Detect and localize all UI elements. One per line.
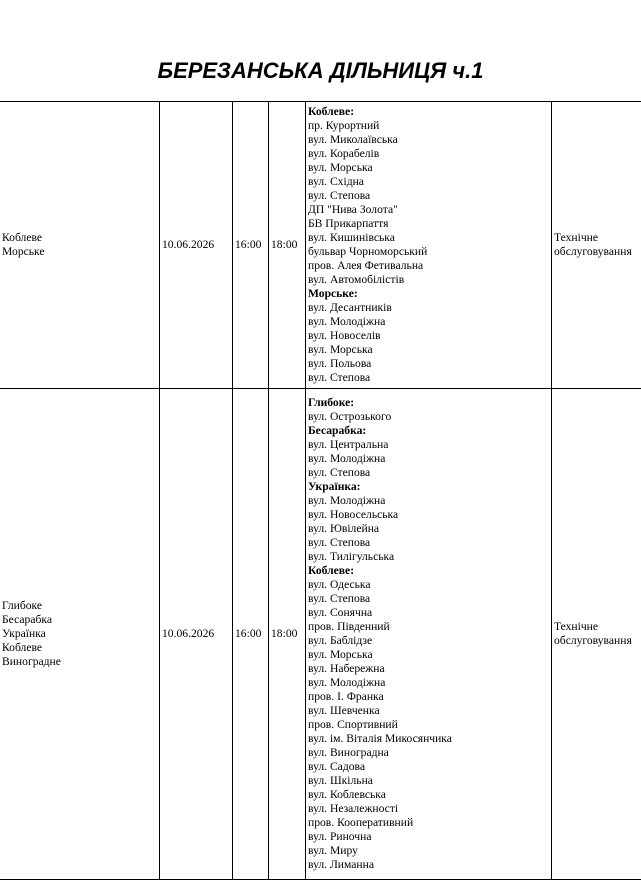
- time-from-cell: [233, 102, 269, 389]
- settlement-heading: Українка:: [308, 480, 549, 494]
- street-name: вул. Миколаївська: [308, 133, 549, 147]
- street-name: ДП "Нива Золота": [308, 203, 549, 217]
- time-to-cell: [269, 389, 306, 880]
- street-name: вул. ім. Віталія Микосянчика: [308, 732, 549, 746]
- street-name: вул. Сонячна: [308, 606, 549, 620]
- street-name: вул. Молодіжна: [308, 315, 549, 329]
- street-name: вул. Автомобілістів: [308, 273, 549, 287]
- date-cell: [160, 389, 233, 880]
- street-name: вул. Центральна: [308, 438, 549, 452]
- table-row: [0, 389, 641, 880]
- street-name: вул. Східна: [308, 175, 549, 189]
- street-name: вул. Виноградна: [308, 746, 549, 760]
- street-name: вул. Набережна: [308, 662, 549, 676]
- page-title: БЕРЕЗАНСЬКА ДІЛЬНИЦЯ ч.1: [0, 58, 641, 84]
- street-name: вул. Кишинівська: [308, 231, 549, 245]
- street-name: БВ Прикарпаття: [308, 217, 549, 231]
- outage-end-time: 18:00: [271, 238, 303, 252]
- outage-schedule-table: [0, 101, 641, 880]
- street-name: вул. Миру: [308, 844, 549, 858]
- time-from-cell: [233, 389, 269, 880]
- settlement-name: Глибоке: [2, 599, 157, 613]
- street-name: вул. Степова: [308, 592, 549, 606]
- street-name: пров. І. Франка: [308, 690, 549, 704]
- table-row: [0, 102, 641, 389]
- date-cell: [160, 102, 233, 389]
- settlement-heading: Коблеве:: [308, 105, 549, 119]
- settlements-cell: [0, 102, 160, 389]
- street-name: вул. Молодіжна: [308, 676, 549, 690]
- street-name: вул. Коблевська: [308, 788, 549, 802]
- street-name: пров. Південний: [308, 620, 549, 634]
- street-name: вул. Новоселів: [308, 329, 549, 343]
- outage-start-time: 16:00: [235, 238, 266, 252]
- street-name: вул. Садова: [308, 760, 549, 774]
- reason-cell: [552, 389, 641, 880]
- street-name: вул. Молодіжна: [308, 494, 549, 508]
- street-name: вул. Степова: [308, 536, 549, 550]
- outage-end-time: 18:00: [271, 627, 303, 641]
- street-name: вул. Степова: [308, 466, 549, 480]
- street-name: пр. Курортний: [308, 119, 549, 133]
- outage-reason: Технічне: [554, 231, 640, 245]
- settlement-heading: Коблеве:: [308, 564, 549, 578]
- street-name: пров. Спортивний: [308, 718, 549, 732]
- street-name: вул. Одеська: [308, 578, 549, 592]
- street-name: пров. Кооперативний: [308, 816, 549, 830]
- street-name: вул. Ювілейна: [308, 522, 549, 536]
- settlement-heading: Бесарабка:: [308, 424, 549, 438]
- time-to-cell: [269, 102, 306, 389]
- street-name: пров. Алея Фетивальна: [308, 259, 549, 273]
- street-name: вул. Баблідзе: [308, 634, 549, 648]
- street-name: вул. Тилігульська: [308, 550, 549, 564]
- street-name: бульвар Чорноморський: [308, 245, 549, 259]
- settlement-heading: Морське:: [308, 287, 549, 301]
- street-name: вул. Новосельська: [308, 508, 549, 522]
- street-name: вул. Морська: [308, 343, 549, 357]
- street-name: вул. Острозького: [308, 410, 549, 424]
- street-name: вул. Молодіжна: [308, 452, 549, 466]
- settlements-cell: [0, 389, 160, 880]
- settlement-name: Коблеве: [2, 641, 157, 655]
- street-name: вул. Десантників: [308, 301, 549, 315]
- street-name: вул. Корабелів: [308, 147, 549, 161]
- reason-cell: [552, 102, 641, 389]
- outage-date: 10.06.2026: [162, 238, 230, 252]
- outage-reason: обслуговування: [554, 245, 640, 259]
- street-name: вул. Незалежності: [308, 802, 549, 816]
- outage-reason: обслуговування: [554, 634, 640, 648]
- settlement-name: Морське: [2, 245, 157, 259]
- street-name: вул. Шевченка: [308, 704, 549, 718]
- streets-cell: [306, 389, 552, 880]
- street-name: вул. Морська: [308, 161, 549, 175]
- outage-reason: Технічне: [554, 620, 640, 634]
- settlement-name: Коблеве: [2, 231, 157, 245]
- streets-cell: [306, 102, 552, 389]
- street-name: вул. Морська: [308, 648, 549, 662]
- street-name: вул. Шкільна: [308, 774, 549, 788]
- outage-start-time: 16:00: [235, 627, 266, 641]
- street-name: вул. Лиманна: [308, 858, 549, 872]
- settlement-heading: Глибоке:: [308, 396, 549, 410]
- street-name: вул. Степова: [308, 189, 549, 203]
- settlement-name: Виноградне: [2, 655, 157, 669]
- settlement-name: Українка: [2, 627, 157, 641]
- street-name: вул. Польова: [308, 357, 549, 371]
- outage-date: 10.06.2026: [162, 627, 230, 641]
- street-name: вул. Риночна: [308, 830, 549, 844]
- street-name: вул. Степова: [308, 371, 549, 385]
- settlement-name: Бесарабка: [2, 613, 157, 627]
